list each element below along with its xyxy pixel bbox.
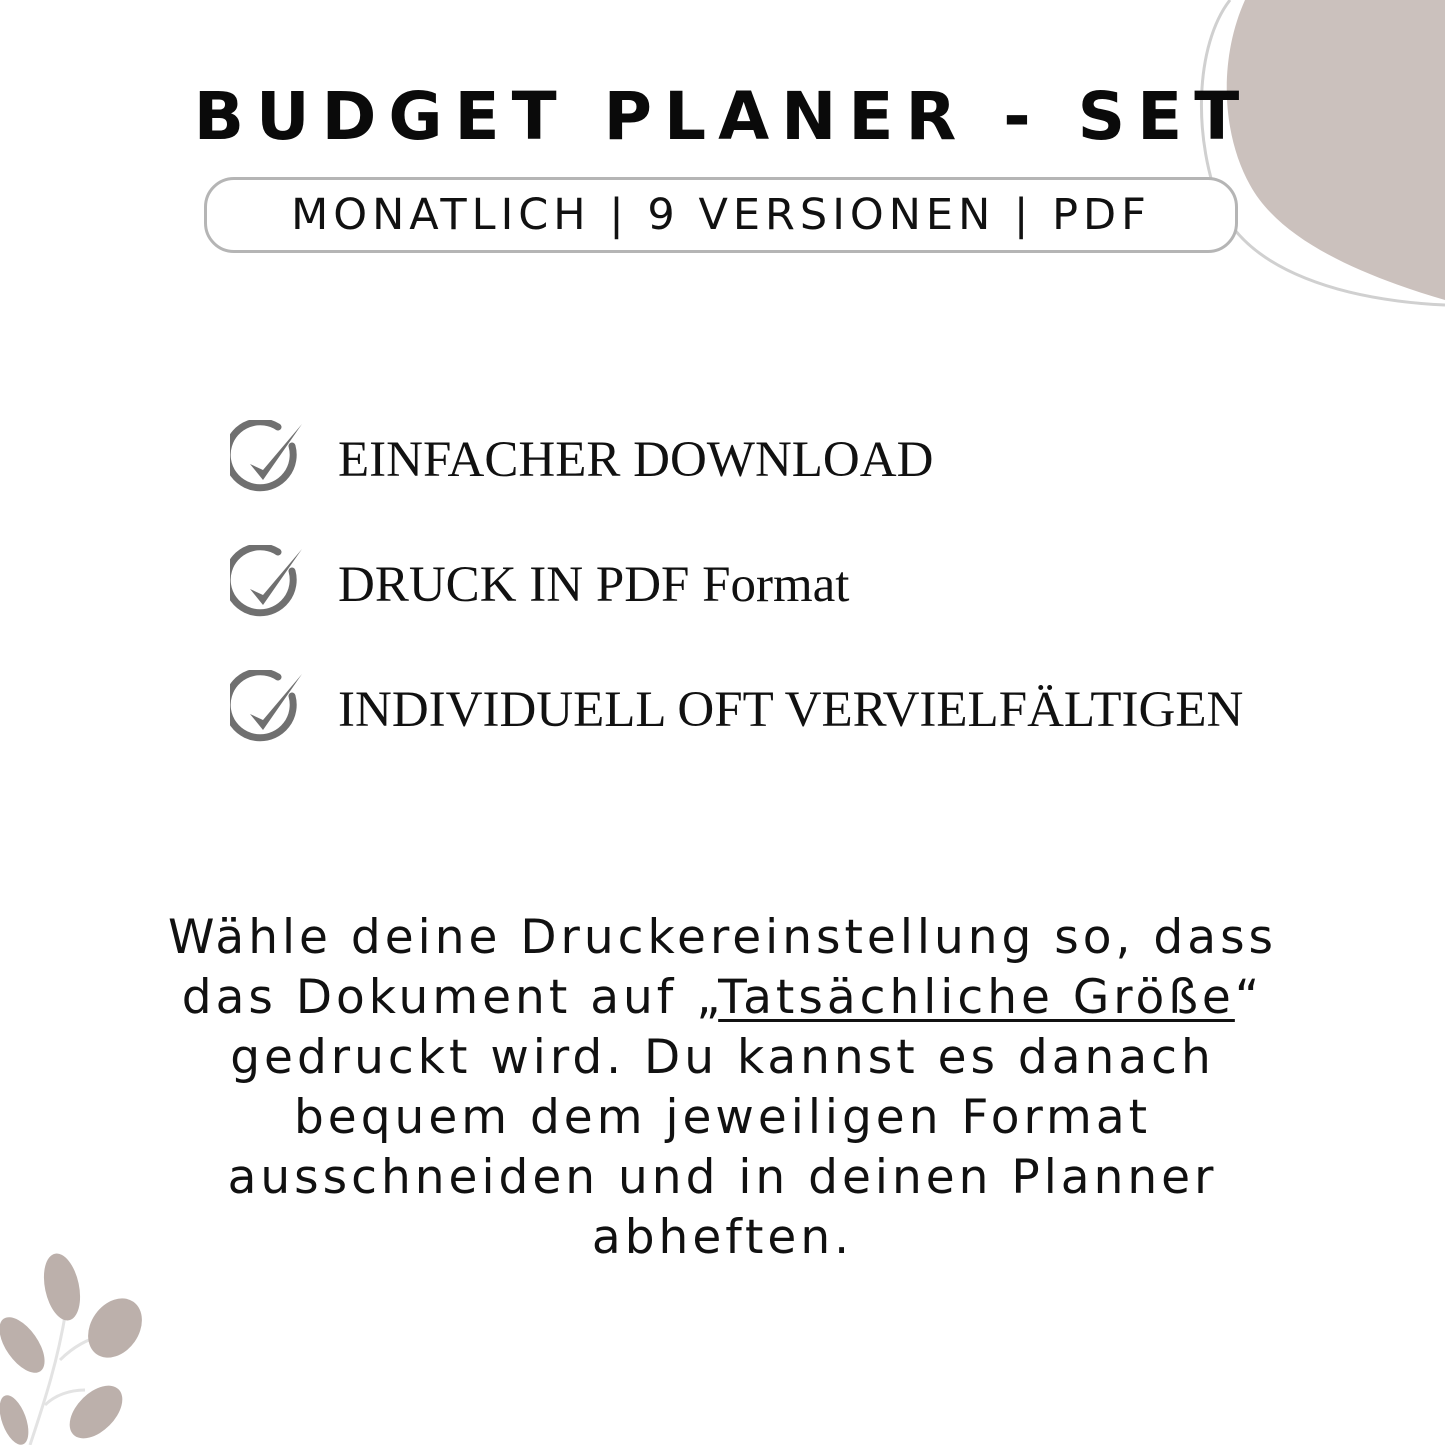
feature-item xyxy=(230,420,1330,500)
checkmark-circle-icon xyxy=(230,545,310,625)
feature-label: EINFACHER DOWNLOAD xyxy=(338,432,934,488)
feature-item xyxy=(230,545,1330,625)
feature-item xyxy=(230,670,1330,750)
checkmark-circle-icon xyxy=(230,420,310,500)
print-instruction xyxy=(160,908,1285,1268)
leaf-sprig-icon xyxy=(0,1250,153,1445)
feature-label: DRUCK IN PDF Format xyxy=(338,557,850,613)
subtitle-badge xyxy=(204,177,1238,253)
subtitle-text: MONATLICH | 9 VERSIONEN | PDF xyxy=(291,190,1151,240)
checkmark-circle-icon xyxy=(230,670,310,750)
actual-size-term: Tatsächliche Größe xyxy=(718,970,1235,1025)
feature-label: INDIVIDUELL OFT VERVIELFÄLTIGEN xyxy=(338,682,1244,738)
page-title: BUDGET PLANER - SET xyxy=(193,78,1252,155)
instruction-text: Wähle deine Druckereinstellung so, dass das Dokument auf „ xyxy=(167,910,1278,1025)
instruction-text-continued: “ gedruckt wird. Du kannst es danach bequem dem jeweiligen Format ausschneiden und in deinen Planner abheften. xyxy=(227,970,1264,1265)
